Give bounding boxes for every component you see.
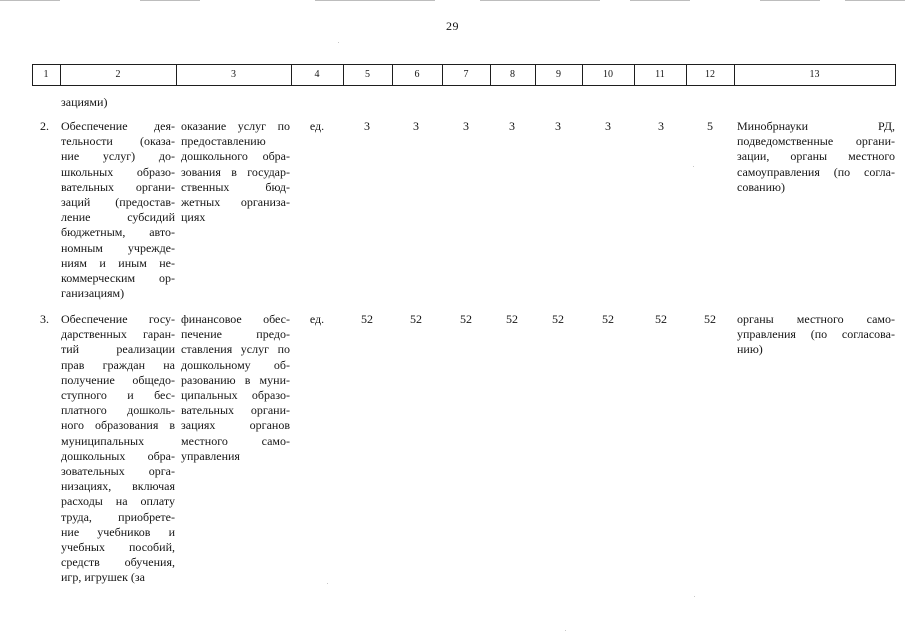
indicator-text-line: разованию в муни- [181,372,290,387]
row-value: 52 [506,312,518,326]
row-value: 3 [658,119,664,133]
row-value: 52 [410,312,422,326]
responsible-text-line: подведомственные органи- [737,134,895,149]
page-number: 29 [446,19,459,33]
header-bottom-rule [32,85,895,86]
activity-text-line: ние услуг) до- [61,149,175,164]
activity-text-line: игр, игрушек (за [61,570,145,585]
scan-edge-line [140,0,200,1]
row-responsible [737,312,895,358]
row-value: 3 [463,119,469,133]
responsible-text-line: органы местного само- [737,312,895,326]
activity-text-line: получение общедо- [61,372,175,387]
responsible-text-line: Минобрнауки РД, [737,119,895,133]
activity-text-line: номным учрежде- [61,240,175,255]
responsible-text-line: зации, органы местного [737,149,895,164]
indicator-text-line: зования в государ- [181,164,290,179]
scan-edge-line [845,0,905,1]
activity-text-line: коммерческим ор- [61,271,175,286]
scan-edge-line [760,0,820,1]
activity-text-line: вательных органи- [61,179,175,194]
activity-text-line: Обеспечение дея- [61,119,175,133]
activity-text-line: ниям и иным не- [61,255,175,270]
header-col-number: 8 [510,69,515,80]
indicator-text-line: ставления услуг по [181,342,290,357]
row-number: 3. [40,312,49,326]
row-indicator-description [181,119,290,225]
activity-text-line: зовательных орга- [61,464,175,479]
row-number: 2. [40,119,49,133]
activity-text-line: платного дошколь- [61,403,175,418]
row-value: 3 [364,119,370,133]
scan-edge-line [480,0,600,1]
indicator-text-line: печение предо- [181,327,290,342]
indicator-text-line: местного само- [181,433,290,448]
activity-text-line: средств обучения, [61,555,175,570]
row-value: 3 [509,119,515,133]
row-value: 52 [704,312,716,326]
row-value: 52 [602,312,614,326]
activity-text-line: ганизациям) [61,286,125,301]
scan-edge-line [315,0,435,1]
activity-text-line: бюджетным, авто- [61,225,175,240]
activity-text-line: тий реализации [61,342,175,357]
responsible-text-line: управления (по согласова- [737,327,895,342]
indicator-text-line: зациях органов [181,418,290,433]
indicator-text-line: циях [181,210,206,225]
header-col-number: 5 [365,69,370,80]
activity-text-line: низациях, включая [61,479,175,494]
scan-speck [338,42,339,43]
scan-edge-line [0,0,60,1]
indicator-text-line: жетных организа- [181,195,290,210]
indicator-text-line: предоставлению [181,134,266,149]
scan-edge-line [630,0,690,1]
header-col-number: 1 [43,69,49,80]
row-value: 3 [413,119,419,133]
activity-text-line: Обеспечение госу- [61,312,175,326]
activity-text-line: прав граждан на [61,357,175,372]
activity-text-line: дошкольных обра- [61,448,175,463]
header-col-number: 11 [655,69,665,80]
indicator-text-line: дошкольному об- [181,357,290,372]
activity-text-line: ление субсидий [61,210,175,225]
row-unit: ед. [309,312,325,326]
indicator-text-line: оказание услуг по [181,119,290,133]
header-col-number: 13 [809,69,820,80]
activity-text-line: труда, приобрете- [61,509,175,524]
indicator-text-line: управления [181,448,240,463]
row-indicator-description [181,312,290,464]
scan-speck [693,166,694,167]
activity-text-line: заций (предостав- [61,195,175,210]
header-col-number: 6 [414,69,420,80]
activity-text-line: учебных пособий, [61,540,175,555]
responsible-text-line: сованию) [737,179,785,194]
activity-text-line: ного образования в [61,418,175,433]
activity-text-line: тельности (оказа- [61,134,175,149]
activity-text-line: расходы на оплату [61,494,175,509]
scan-speck [327,583,328,584]
continuation-text: зациями) [61,95,108,109]
header-col-number: 2 [115,69,121,80]
activity-text-line: дарственных гаран- [61,327,175,342]
row-activity-description [61,119,175,301]
responsible-text-line: самоуправления (по согла- [737,164,895,179]
header-col-number: 10 [603,69,613,80]
row-responsible [737,119,895,195]
scan-speck [565,630,566,631]
activity-text-line: ние учебников и [61,524,175,539]
indicator-text-line: ципальных образо- [181,388,290,403]
header-col-number: 12 [705,69,715,80]
header-col-number: 3 [231,69,236,80]
indicator-text-line: вательных органи- [181,403,290,418]
row-value: 52 [552,312,564,326]
header-divider [895,64,896,86]
row-value: 5 [707,119,713,133]
row-activity-description [61,312,175,586]
row-unit: ед. [309,119,325,133]
responsible-text-line: нию) [737,342,763,357]
indicator-text-line: дошкольного обра- [181,149,290,164]
header-col-number: 7 [463,69,469,80]
row-value: 52 [460,312,472,326]
activity-text-line: муниципальных [61,433,145,448]
header-col-number: 4 [314,69,320,80]
row-value: 52 [361,312,373,326]
activity-text-line: ступного и бес- [61,388,175,403]
scan-speck [694,596,695,597]
row-value: 3 [605,119,611,133]
header-col-number: 9 [556,69,561,80]
indicator-text-line: финансовое обес- [181,312,290,326]
row-value: 52 [655,312,667,326]
indicator-text-line: ственных бюд- [181,179,290,194]
row-value: 3 [555,119,561,133]
activity-text-line: школьных образо- [61,164,175,179]
